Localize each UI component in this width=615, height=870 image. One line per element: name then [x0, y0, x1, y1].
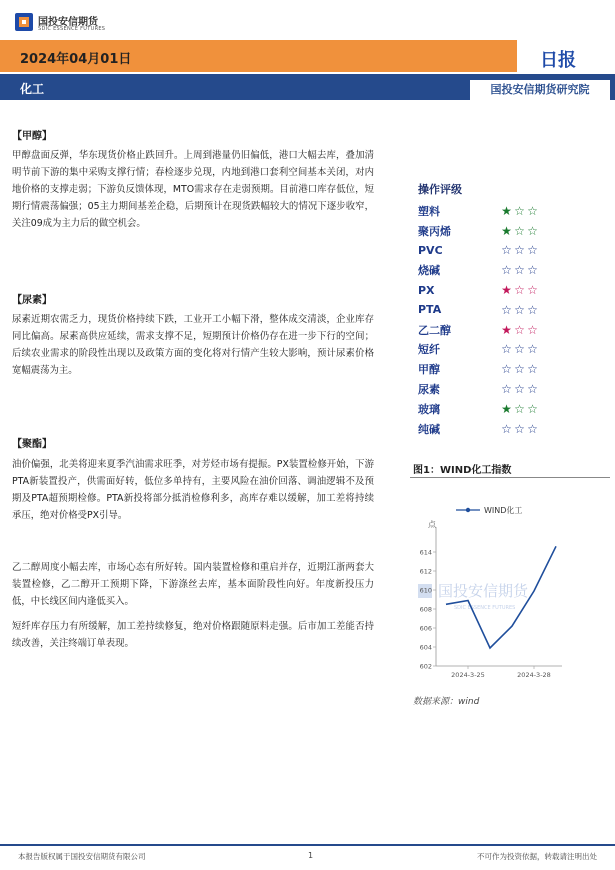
x-tick-label: 2024-3-28: [517, 671, 551, 679]
empty-star-icon: ☆: [514, 421, 525, 436]
section-paragraph: 甲醇盘面反弹，华东现货价格止跌回升。上周到港量仍旧偏低，港口大幅去库，叠加清明节前下游的集中采购支撑行情；春检逐步兑现，内地到港口套利空间基本关闭，对内地价格的支撑走弱；下游负反馈体现，MTO需求存在走弱预期。目前港口库存低位，短期行情震荡偏强；05主力期间基差企稳，后期预计在现货跌幅较大的情况下逐步收窄，关注09成为主力后的做空机会。: [12, 150, 374, 229]
company-logo: [14, 10, 134, 36]
rating-row: [418, 340, 553, 360]
x-tick-label: 2024-3-25: [451, 671, 485, 679]
section-paragraph: 油价偏强，北美将迎来夏季汽油需求旺季，对芳烃市场有提振。PX装置检修开始，下游PTA新装置投产，供需面好转，低位多单持有，主要风险在油价回落、调油逻辑不及预期及PTA超预期检修。PTA新投将部分抵消检修利多，高库存难以缓解，加工差将持续承压，绝对价格受PX引导。: [12, 459, 374, 521]
rating-stars: [500, 243, 539, 257]
rating-item-name: 乙二醇: [418, 323, 451, 337]
empty-star-icon: ☆: [501, 342, 512, 357]
empty-star-icon: ☆: [514, 302, 525, 317]
rating-list: [418, 201, 553, 439]
y-tick-label: 604: [419, 643, 432, 652]
page-number: 1: [308, 851, 314, 860]
rating-row: [418, 241, 553, 261]
empty-star-icon: ☆: [514, 322, 525, 337]
empty-star-icon: ☆: [501, 243, 512, 258]
empty-star-icon: ☆: [501, 263, 512, 278]
figure-source: 数据来源：wind: [413, 697, 480, 707]
rating-item-name: 尿素: [418, 383, 440, 397]
logo-mark-icon: [14, 12, 34, 32]
section-heading-urea: 【尿素】: [12, 295, 52, 306]
rating-stars: [500, 263, 539, 277]
empty-star-icon: ☆: [527, 243, 538, 258]
rating-stars: [500, 402, 539, 416]
empty-star-icon: ☆: [501, 302, 512, 317]
rating-row: [418, 260, 553, 280]
footer-copyright: 本报告版权属于国投安信期货有限公司: [18, 852, 146, 861]
rating-stars: [500, 204, 539, 218]
empty-star-icon: ☆: [514, 263, 525, 278]
empty-star-icon: ☆: [514, 283, 525, 298]
legend-marker-icon: [466, 508, 470, 512]
empty-star-icon: ☆: [514, 223, 525, 238]
empty-star-icon: ☆: [514, 342, 525, 357]
rating-item-name: 甲醇: [418, 363, 440, 377]
footer-disclaimer: 不可作为投资依据，转载请注明出处: [477, 852, 597, 861]
filled-star-icon: ★: [501, 401, 512, 416]
line-chart: [410, 478, 610, 682]
rating-row: [418, 419, 553, 439]
rating-item-name: 纯碱: [418, 422, 440, 436]
rating-stars: [500, 303, 539, 317]
empty-star-icon: ☆: [527, 203, 538, 218]
empty-star-icon: ☆: [501, 421, 512, 436]
rating-row: [418, 399, 553, 419]
empty-star-icon: ☆: [527, 322, 538, 337]
y-tick-label: 602: [419, 662, 432, 671]
empty-star-icon: ☆: [527, 342, 538, 357]
institute-name: 国投安信期货研究院: [470, 80, 610, 100]
empty-star-icon: ☆: [527, 223, 538, 238]
rating-stars: [500, 224, 539, 238]
rating-row: [418, 201, 553, 221]
empty-star-icon: ☆: [527, 421, 538, 436]
section-heading-polyester: 【聚酯】: [12, 439, 52, 450]
y-tick-label: 614: [419, 548, 432, 557]
filled-star-icon: ★: [501, 203, 512, 218]
footer-divider: [0, 844, 615, 846]
rating-row: [418, 280, 553, 300]
logo-text: 国投安信期货: [38, 17, 98, 28]
watermark-text: 国投安信期货: [438, 582, 529, 600]
rating-item-name: 塑料: [418, 204, 440, 218]
filled-star-icon: ★: [501, 283, 512, 298]
rating-item-name: PX: [418, 283, 435, 297]
rating-stars: [500, 422, 539, 436]
rating-row: [418, 300, 553, 320]
empty-star-icon: ☆: [514, 382, 525, 397]
section-heading-methanol: 【甲醇】: [12, 131, 52, 142]
rating-item-name: PTA: [418, 303, 442, 317]
rating-stars: [500, 382, 539, 396]
y-tick-label: 610: [419, 586, 432, 595]
empty-star-icon: ☆: [527, 362, 538, 377]
rating-row: [418, 379, 553, 399]
empty-star-icon: ☆: [501, 362, 512, 377]
filled-star-icon: ★: [501, 322, 512, 337]
section-paragraph: 尿素近期农需乏力，现货价格持续下跌，工业开工小幅下滑，整体成交清淡，企业库存同比偏高。尿素高供应延续，需求支撑不足，短期预计价格仍存在进一步下行的空间；后续农业需求的阶段性出现以及政策方面的变化将对行情产生较大影响，预计尿素价格宽幅震荡为主。: [12, 314, 374, 376]
rating-panel: [418, 181, 553, 439]
rating-item-name: 烧碱: [418, 264, 440, 278]
y-tick-label: 606: [419, 624, 432, 633]
empty-star-icon: ☆: [527, 382, 538, 397]
section-paragraph: 短纤库存压力有所缓解，加工差持续修复，绝对价格跟随原料走强。后市加工差能否持续改善，关注终端订单表现。: [12, 621, 374, 649]
rating-row: [418, 359, 553, 379]
empty-star-icon: ☆: [527, 263, 538, 278]
legend-label: WIND化工: [484, 506, 523, 515]
rating-stars: [500, 342, 539, 356]
empty-star-icon: ☆: [501, 382, 512, 397]
y-tick-label: 612: [419, 567, 432, 576]
y-axis-unit: 点: [428, 520, 436, 529]
figure-title: 图1：WIND化工指数: [413, 465, 512, 476]
empty-star-icon: ☆: [527, 302, 538, 317]
rating-item-name: 聚丙烯: [418, 224, 451, 238]
report-category: 化工: [20, 82, 45, 96]
rating-item-name: PVC: [418, 243, 443, 257]
rating-item-name: 玻璃: [418, 402, 440, 416]
rating-title: 操作评级: [418, 183, 462, 196]
watermark-subtext: SDIC ESSENCE FUTURES: [454, 605, 516, 611]
rating-item-name: 短纤: [418, 343, 440, 357]
report-date: 2024年04月01日: [20, 52, 132, 67]
empty-star-icon: ☆: [514, 401, 525, 416]
report-type: 日报: [540, 50, 576, 71]
rating-stars: [500, 362, 539, 376]
empty-star-icon: ☆: [514, 203, 525, 218]
empty-star-icon: ☆: [527, 401, 538, 416]
rating-row: [418, 221, 553, 241]
empty-star-icon: ☆: [527, 283, 538, 298]
rating-row: [418, 320, 553, 340]
section-paragraph: 乙二醇周度小幅去库，市场心态有所好转。国内装置检修和重启并存，近期江浙两套大装置检修，乙二醇开工预期下降，下游涤丝去库，基本面阶段性向好。年度新投压力低，中长线区间内逢低买入。: [12, 562, 374, 607]
rating-stars: [500, 323, 539, 337]
empty-star-icon: ☆: [514, 362, 525, 377]
rating-stars: [500, 283, 539, 297]
y-tick-label: 608: [419, 605, 432, 614]
logo-subtext: SDIC ESSENCE FUTURES: [38, 26, 106, 32]
filled-star-icon: ★: [501, 223, 512, 238]
empty-star-icon: ☆: [514, 243, 525, 258]
